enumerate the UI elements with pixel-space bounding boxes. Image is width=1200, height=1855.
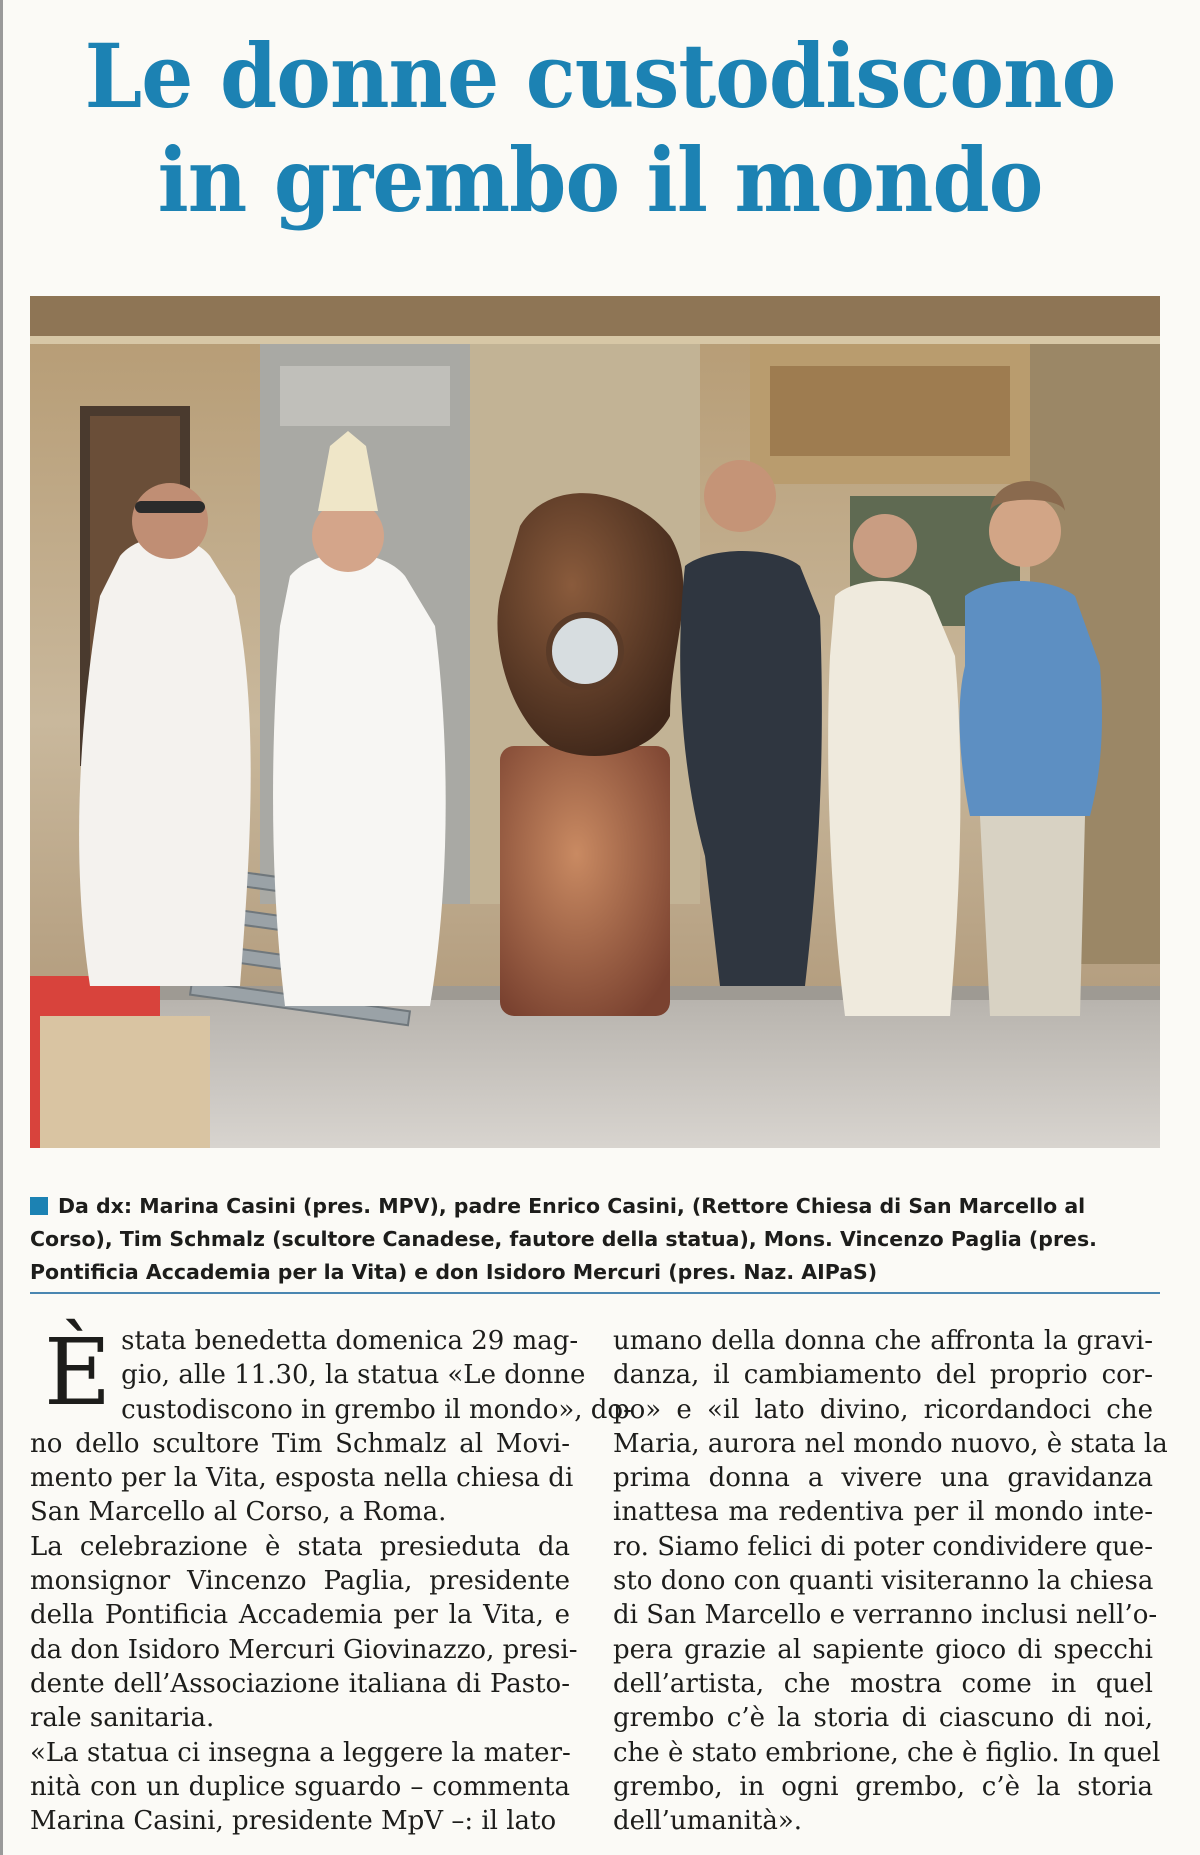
drop-cap: È	[44, 1319, 112, 1426]
text-line: Maria, aurora nel mondo nuovo, è stata la	[613, 1428, 1168, 1459]
text-line: dell’umanità».	[613, 1806, 803, 1837]
text-line: della Pontificia Accademia per la Vita, e	[30, 1600, 570, 1631]
text-line: San Marcello al Corso, a Roma.	[30, 1497, 447, 1528]
text-line: umano della donna che affronta la gravi-	[613, 1326, 1153, 1356]
text-line: stata benedetta domenica 29 mag-	[121, 1326, 579, 1356]
page-edge-rule	[0, 0, 3, 1855]
text-line: grembo, in ogni grembo, c’è la storia	[613, 1771, 1153, 1802]
text-line: ro. Siamo felici di poter condividere que-	[613, 1531, 1153, 1562]
text-line: grembo c’è la storia di ciascuno di noi,	[613, 1703, 1153, 1734]
text-line: sto dono con quanti visiteranno la chiesa	[613, 1566, 1154, 1597]
caption-marker	[30, 1197, 48, 1215]
text-line: po» e «il lato divino, ricordandoci che	[613, 1394, 1153, 1425]
text-line: pera grazie al sapiente gioco di specchi	[613, 1634, 1153, 1665]
text-line: di San Marcello e verranno inclusi nell’o-	[613, 1600, 1158, 1631]
text-line: da don Isidoro Mercuri Giovinazzo, presi-	[30, 1634, 578, 1665]
article-column-right	[613, 1324, 1168, 1838]
text-line: mento per la Vita, esposta nella chiesa di	[30, 1463, 574, 1494]
headline	[42, 24, 1158, 232]
text-line: «La statua ci insegna a leggere la mater-	[30, 1737, 571, 1768]
text-line: gio, alle 11.30, la statua «Le donne	[121, 1360, 586, 1391]
text-line: dell’artista, che mostra come in quel	[613, 1668, 1153, 1699]
caption-text: Da dx: Marina Casini (pres. MPV), padre Enrico Casini, (Rettore Chiesa di San Marcello al Corso), Tim Schmalz (scultore Canadese, fautore della statua), Mons. Vincenzo Paglia (pres. Pontificia Accademia per la Vita) e don Isidoro Mercuri (pres. Naz. AIPaS)	[30, 1194, 1097, 1284]
article-column-left	[30, 1319, 632, 1838]
text-line: Marina Casini, presidente MpV –: il lato	[30, 1806, 557, 1837]
headline-line-1: Le donne custodiscono	[84, 24, 1116, 128]
photo-caption	[30, 1190, 1160, 1289]
text-line: prima donna a vivere una gravidanza	[613, 1463, 1153, 1494]
text-line: nità con un duplice sguardo – commenta	[30, 1771, 570, 1802]
article-photo	[30, 296, 1160, 1148]
caption-divider	[30, 1292, 1160, 1294]
text-line: La celebrazione è stata presieduta da	[30, 1531, 570, 1562]
text-line: danza, il cambiamento del proprio cor-	[613, 1360, 1153, 1391]
right-column-text	[613, 1324, 1168, 1838]
headline-line-2: in grembo il mondo	[157, 128, 1043, 232]
text-line: dente dell’Associazione italiana di Pasto-	[30, 1668, 570, 1699]
text-line: rale sanitaria.	[30, 1703, 215, 1734]
text-line: che è stato embrione, che è figlio. In quel	[613, 1737, 1161, 1768]
text-line: no dello scultore Tim Schmalz al Movi-	[30, 1428, 570, 1459]
text-line: inattesa ma redentiva per il mondo inte-	[613, 1497, 1153, 1528]
text-line: monsignor Vincenzo Paglia, presidente	[30, 1566, 570, 1597]
text-line: custodiscono in grembo il mondo», do-	[121, 1394, 632, 1425]
